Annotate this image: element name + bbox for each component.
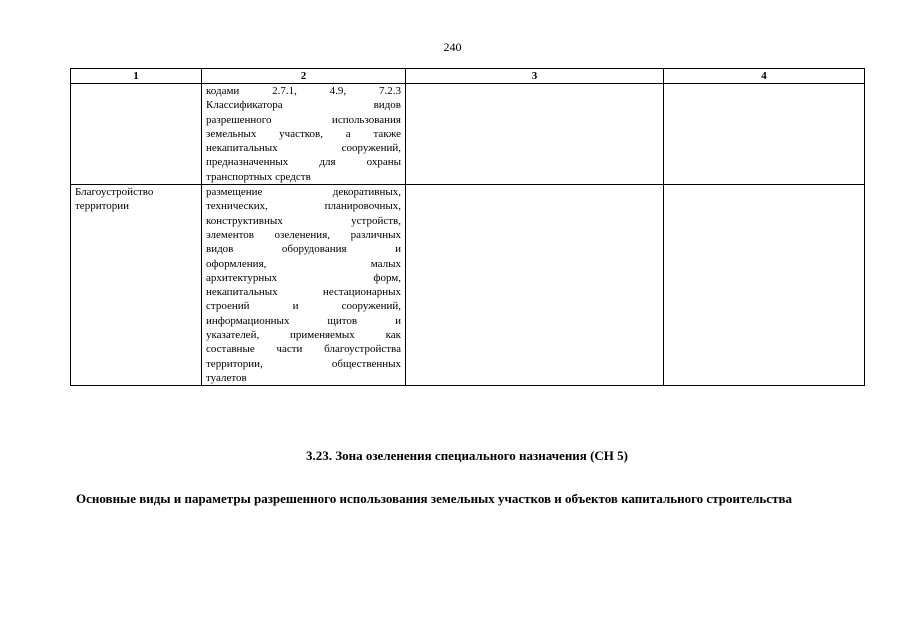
row2-col4 — [664, 185, 865, 386]
table-header-row — [71, 69, 865, 84]
row1-col2-line: кодами 2.7.1, 4.9, 7.2.3 — [206, 85, 401, 97]
header-col-3: 3 — [406, 69, 664, 84]
row2-col3 — [406, 185, 664, 386]
row2-col2-line: строений и сооружений, — [206, 300, 401, 313]
table-row — [71, 185, 865, 386]
land-use-table — [70, 68, 865, 386]
header-col-2: 2 — [202, 69, 406, 84]
row2-col2-line: элементов озеленения, различных — [206, 228, 401, 241]
row2-col2-line: туалетов — [206, 371, 247, 384]
row2-col2-line: оформления, малых — [206, 257, 401, 270]
row2-col2-line: информационных щитов и — [206, 314, 401, 327]
row1-col1 — [71, 84, 202, 185]
page-number: 240 — [443, 40, 462, 54]
row1-col2-line: некапитальных сооружений, — [206, 142, 401, 155]
row1-col2-line: земельных участков, а также — [206, 127, 401, 140]
row1-col2 — [202, 84, 406, 185]
row2-col2-line: составные части благоустройства — [206, 343, 401, 356]
row2-col2-line: некапитальных нестационарных — [206, 286, 401, 299]
row2-col2-line: видов оборудования и — [206, 243, 401, 256]
row1-col2-line: разрешенного использования — [206, 113, 401, 126]
section-subtitle: Основные виды и параметры разрешенного использования земельных участков и объектов капитального строительства — [76, 491, 792, 506]
row2-col2-line: архитектурных форм, — [206, 271, 401, 284]
row2-col2-line: указателей, применяемых как — [206, 329, 401, 342]
header-col-1: 1 — [71, 69, 202, 84]
row1-col4 — [664, 84, 865, 185]
section-title: 3.23. Зона озеленения специального назначения (СН 5) — [305, 448, 628, 463]
row2-col2 — [202, 185, 406, 386]
row2-col2-line: конструктивных устройств, — [206, 214, 401, 227]
header-col-4: 4 — [664, 69, 865, 84]
table-row — [71, 84, 865, 185]
row1-col2-line: транспортных средств — [206, 170, 311, 183]
row2-col2-line: размещение декоративных, — [206, 186, 401, 199]
row2-col2-line: территории, общественных — [206, 357, 401, 370]
row2-col2-line: технических, планировочных, — [206, 200, 401, 213]
row1-col3 — [406, 84, 664, 185]
row1-col2-line: предназначенных для охраны — [206, 156, 401, 169]
row2-col1: Благоустройство территории — [71, 185, 202, 386]
row1-col2-line: Классификатора видов — [206, 99, 401, 112]
